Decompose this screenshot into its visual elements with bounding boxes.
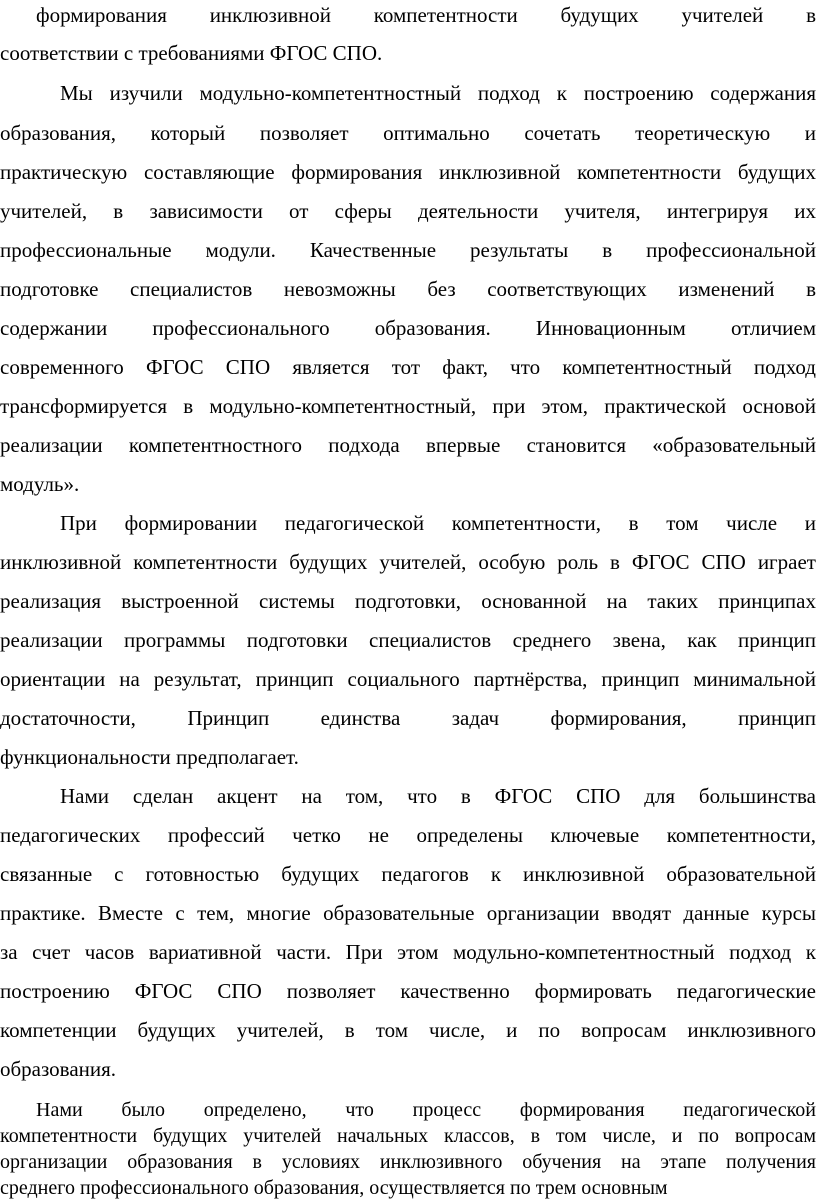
text-line: современного ФГОС СПО является тот факт, что компетентностный подход [0,355,816,379]
text-line: ориентации на результат, принцип социального партнёрства, принцип минимальной [0,667,816,691]
text-line: образования. [0,1057,117,1081]
text-line: практике. Вместе с тем, многие образовательные организации вводят данные курсы [0,901,816,925]
text-line: организации образования в условиях инклюзивного обучения на этапе получения [0,1151,816,1173]
text-line: модуль». [0,472,80,496]
text-line: формирования инклюзивной компетентности будущих учителей в [36,3,816,27]
text-line: за счет часов вариативной части. При этом модульно-компетентностный подход к [0,940,816,964]
text-line: Нами было определено, что процесс формирования педагогической [36,1099,816,1121]
text-line: реализации программы подготовки специалистов среднего звена, как принцип [0,628,816,652]
text-line: компетенции будущих учителей, в том числе, и по вопросам инклюзивного [0,1018,816,1042]
text-line: реализация выстроенной системы подготовки, основанной на таких принципах [0,589,816,613]
text-line: педагогических профессий четко не определены ключевые компетентности, [0,823,816,847]
text-line: Нами сделан акцент на том, что в ФГОС СПО для большинства [60,784,816,808]
text-line: построению ФГОС СПО позволяет качественно формировать педагогические [0,979,816,1003]
text-line: связанные с готовностью будущих педагогов к инклюзивной образовательной [0,862,816,886]
text-line: компетентности будущих учителей начальных классов, в том числе, и по вопросам [0,1125,816,1147]
text-line: практическую составляющие формирования инклюзивной компетентности будущих [0,160,816,184]
text-line: образования, который позволяет оптимально сочетать теоретическую и [0,121,816,145]
text-line: содержании профессионального образования. Инновационным отличием [0,316,816,340]
text-line: учителей, в зависимости от сферы деятельности учителя, интегрируя их [0,199,816,223]
text-line: подготовке специалистов невозможны без соответствующих изменений в [0,277,816,301]
text-line: инклюзивной компетентности будущих учителей, особую роль в ФГОС СПО играет [0,550,816,574]
text-line: соответствии с требованиями ФГОС СПО. [0,41,383,65]
text-line: среднего профессионального образования, осуществляется по трем основным [0,1177,668,1199]
text-line: При формировании педагогической компетентности, в том числе и [60,511,816,535]
text-line: реализации компетентностного подхода впервые становится «образовательный [0,433,816,457]
text-line: достаточности, Принцип единства задач формирования, принцип [0,706,816,730]
text-line: Мы изучили модульно-компетентностный подход к построению содержания [60,81,816,105]
text-line: трансформируется в модульно-компетентностный, при этом, практической основой [0,394,816,418]
text-line: профессиональные модули. Качественные результаты в профессиональной [0,238,816,262]
text-line: функциональности предполагает. [0,745,299,769]
